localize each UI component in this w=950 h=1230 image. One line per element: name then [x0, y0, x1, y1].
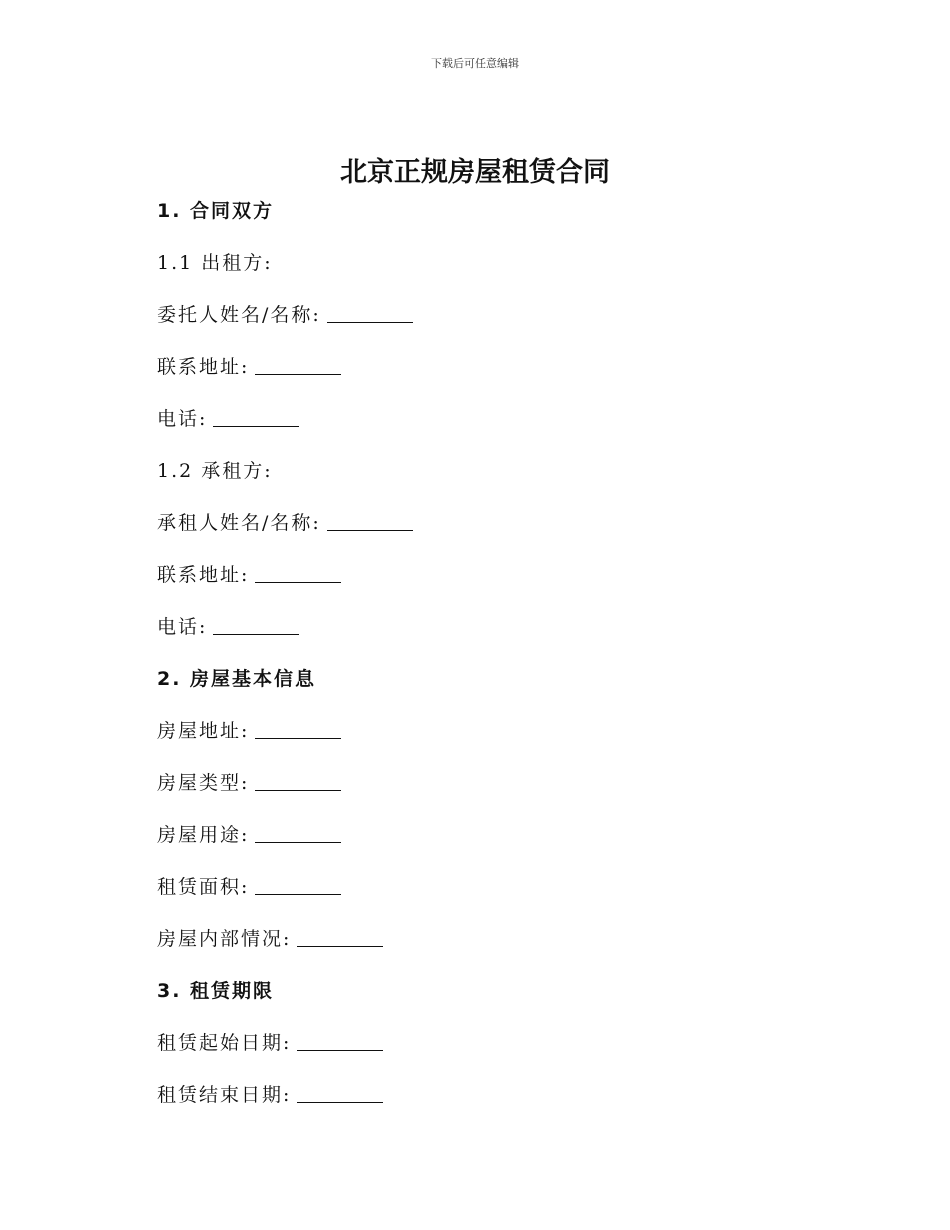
- field-label: 电话:: [157, 616, 208, 638]
- fill-in-blank[interactable]: [213, 406, 299, 427]
- line-text: 1.1 出租方:: [157, 252, 273, 274]
- form-field-line: [157, 508, 797, 560]
- form-field-line: [157, 1028, 797, 1080]
- field-label: 联系地址:: [157, 564, 250, 586]
- fill-in-blank[interactable]: [297, 1082, 383, 1103]
- subsection-label: [157, 248, 797, 300]
- section-heading: [157, 196, 797, 248]
- form-field-line: [157, 612, 797, 664]
- section-heading: [157, 664, 797, 716]
- field-label: 房屋类型:: [157, 772, 250, 794]
- form-field-line: [157, 352, 797, 404]
- document-body: [157, 196, 797, 1132]
- fill-in-blank[interactable]: [297, 926, 383, 947]
- field-label: 承租人姓名/名称:: [157, 512, 321, 534]
- fill-in-blank[interactable]: [297, 1030, 383, 1051]
- form-field-line: [157, 300, 797, 352]
- field-label: 租赁面积:: [157, 876, 250, 898]
- field-label: 委托人姓名/名称:: [157, 304, 321, 326]
- document-title: 北京正规房屋租赁合同: [340, 157, 610, 188]
- line-text: 1. 合同双方: [157, 200, 275, 222]
- form-field-line: [157, 820, 797, 872]
- form-field-line: [157, 872, 797, 924]
- fill-in-blank[interactable]: [327, 302, 413, 323]
- line-text: 2. 房屋基本信息: [157, 668, 317, 690]
- field-label: 联系地址:: [157, 356, 250, 378]
- fill-in-blank[interactable]: [255, 874, 341, 895]
- field-label: 房屋内部情况:: [157, 928, 292, 950]
- fill-in-blank[interactable]: [255, 770, 341, 791]
- fill-in-blank[interactable]: [327, 510, 413, 531]
- subsection-label: [157, 456, 797, 508]
- form-field-line: [157, 768, 797, 820]
- fill-in-blank[interactable]: [213, 614, 299, 635]
- fill-in-blank[interactable]: [255, 354, 341, 375]
- field-label: 房屋地址:: [157, 720, 250, 742]
- field-label: 租赁起始日期:: [157, 1032, 292, 1054]
- field-label: 房屋用途:: [157, 824, 250, 846]
- form-field-line: [157, 716, 797, 768]
- header-note: 下载后可任意编辑: [431, 57, 519, 70]
- form-field-line: [157, 924, 797, 976]
- section-heading: [157, 976, 797, 1028]
- form-field-line: [157, 560, 797, 612]
- field-label: 租赁结束日期:: [157, 1084, 292, 1106]
- form-field-line: [157, 404, 797, 456]
- fill-in-blank[interactable]: [255, 718, 341, 739]
- line-text: 1.2 承租方:: [157, 460, 273, 482]
- field-label: 电话:: [157, 408, 208, 430]
- fill-in-blank[interactable]: [255, 562, 341, 583]
- form-field-line: [157, 1080, 797, 1132]
- fill-in-blank[interactable]: [255, 822, 341, 843]
- line-text: 3. 租赁期限: [157, 980, 275, 1002]
